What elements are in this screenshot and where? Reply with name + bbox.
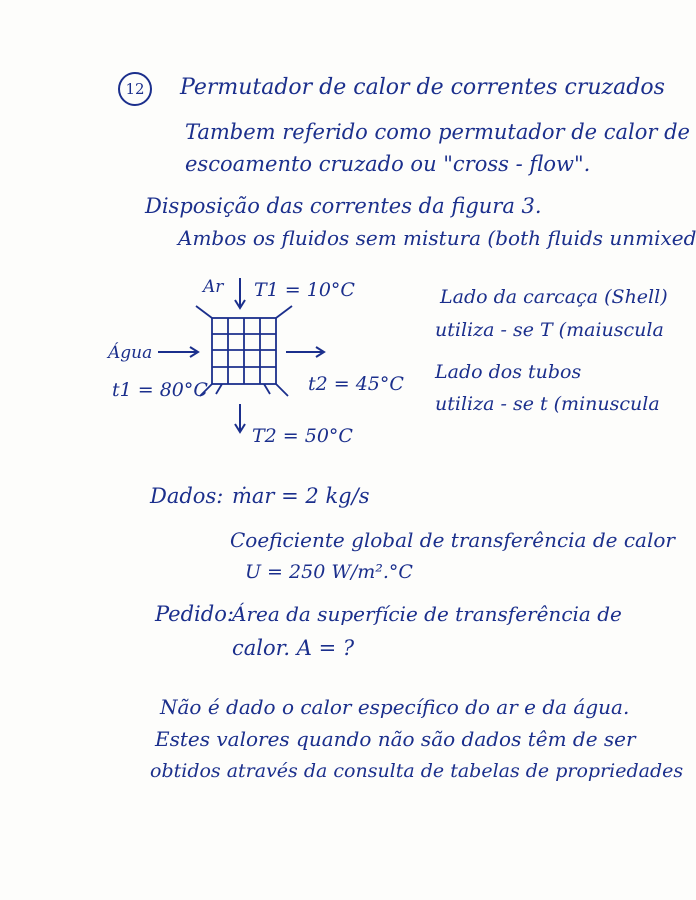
given-label: Dados: [150, 484, 224, 508]
water-label: Água [108, 343, 153, 363]
footnote-line-3: obtidos através da consulta de tabelas de propriedades [150, 760, 684, 782]
exchanger-grid [196, 306, 292, 396]
given-U-value: U = 250 W/m².°C [245, 561, 413, 583]
problem-number-badge: 12 [118, 72, 152, 106]
note-shell-side: Lado da carcaça (Shell) [440, 286, 668, 308]
subtitle-line-2: escoamento cruzado ou "cross - flow". [185, 152, 591, 176]
note-shell-symbol: utiliza - se T (maiuscula [435, 319, 664, 341]
subtitle-line-1: Tambem referido como permutador de calor de [185, 120, 690, 144]
air-label: Ar [203, 277, 224, 297]
footnote-line-2: Estes valores quando não são dados têm de ser [155, 727, 636, 751]
requested-text-2: calor. A = ? [232, 636, 355, 660]
page-title: Permutador de calor de correntes cruzados [180, 75, 665, 100]
requested-text-1: Área da superfície de transferência de [232, 602, 622, 626]
arrangement-line-2: Ambos os fluidos sem mistura (both fluids unmixed [178, 226, 696, 250]
given-coefficient-label: Coeficiente global de transferência de calor [230, 528, 675, 552]
footnote-line-1: Não é dado o calor específico do ar e da água. [160, 695, 630, 719]
T1-label: T1 = 10°C [254, 279, 355, 301]
given-mass-flow: ṁar = 2 kg/s [232, 484, 370, 508]
note-tube-symbol: utiliza - se t (minuscula [435, 393, 660, 415]
arrangement-line-1: Disposição das correntes da figura 3. [145, 194, 542, 218]
requested-label: Pedido: [155, 602, 234, 626]
T2-label: T2 = 50°C [252, 425, 353, 447]
t1-label: t1 = 80°C [112, 379, 208, 401]
note-tube-side: Lado dos tubos [435, 361, 582, 383]
t2-label: t2 = 45°C [308, 373, 404, 395]
